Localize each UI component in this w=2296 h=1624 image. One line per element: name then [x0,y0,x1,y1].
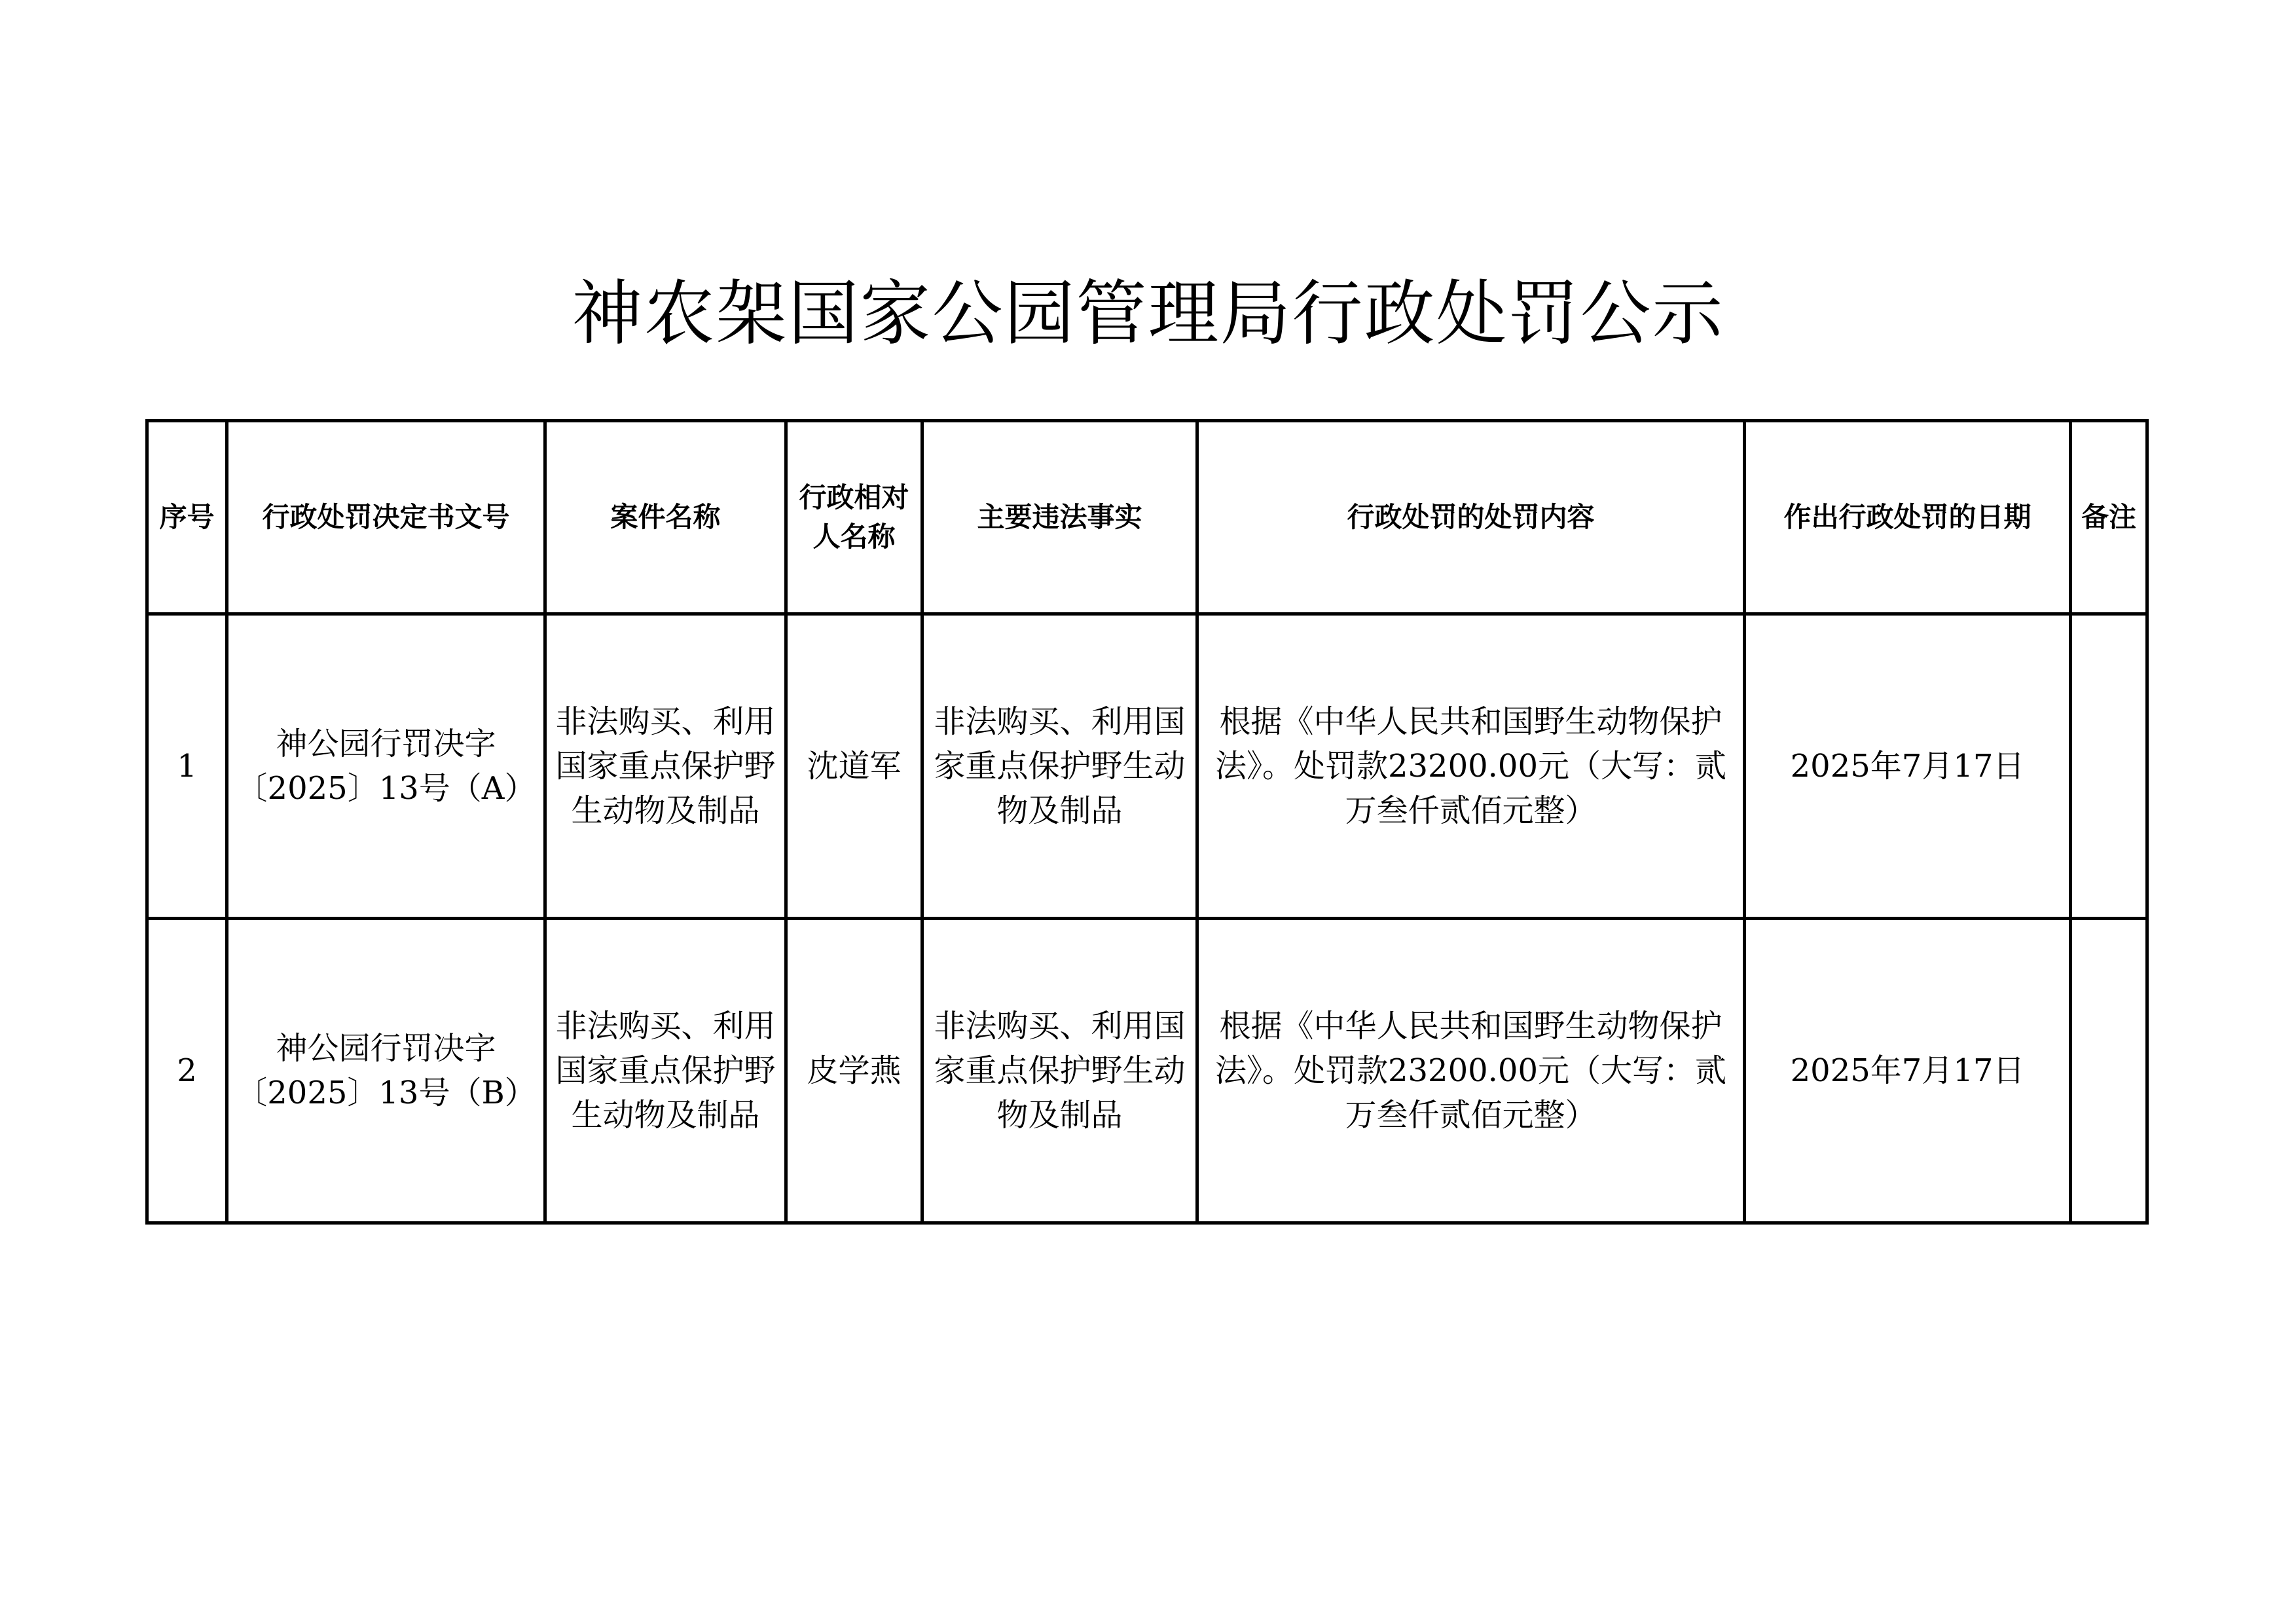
cell-main-facts: 非法购买、利用国家重点保护野生动物及制品 [922,919,1197,1223]
header-main-facts-label: 主要违法事实 [977,501,1142,533]
header-decision-date [1745,421,2071,614]
header-case-name-label: 案件名称 [610,501,721,533]
header-index [147,421,227,614]
header-party-name [786,421,922,614]
header-party-name-line2: 人名称 [812,521,896,553]
cell-main-facts: 非法购买、利用国家重点保护野生动物及制品 [922,614,1197,919]
header-main-facts [922,421,1197,614]
header-decision-doc-no [227,421,545,614]
header-index-label: 序号 [159,501,215,533]
header-penalty-content-label: 行政处罚的处罚内容 [1347,501,1595,533]
cell-remarks [2071,919,2147,1223]
header-decision-doc-no-label: 行政处罚决定书文号 [262,501,510,533]
page-title: 神农架国家公园管理局行政处罚公示 [572,273,1724,355]
cell-party-name: 皮学燕 [786,919,922,1223]
cell-decision-date: 2025年7月17日 [1745,919,2071,1223]
cell-decision-doc-no: 神公园行罚决字〔2025〕13号（A） [227,614,545,919]
cell-case-name: 非法购买、利用国家重点保护野生动物及制品 [545,614,786,919]
cell-decision-doc-no: 神公园行罚决字〔2025〕13号（B） [227,919,545,1223]
table-header-row [147,421,2147,614]
cell-penalty-content: 根据《中华人民共和国野生动物保护法》。处罚款23200.00元（大写：贰万叁仟贰佰元整） [1197,919,1745,1223]
table-row [147,919,2147,1223]
header-case-name [545,421,786,614]
header-remarks [2071,421,2147,614]
header-party-name-line1: 行政相对 [799,481,909,513]
header-penalty-content [1197,421,1745,614]
header-decision-date-label: 作出行政处罚的日期 [1783,501,2032,533]
header-remarks-label: 备注 [2081,501,2136,533]
cell-index: 2 [147,919,227,1223]
cell-index: 1 [147,614,227,919]
cell-party-name: 沈道军 [786,614,922,919]
penalty-table [145,419,2149,1225]
table-row [147,614,2147,919]
cell-penalty-content: 根据《中华人民共和国野生动物保护法》。处罚款23200.00元（大写：贰万叁仟贰佰元整） [1197,614,1745,919]
cell-decision-date: 2025年7月17日 [1745,614,2071,919]
cell-remarks [2071,614,2147,919]
cell-case-name: 非法购买、利用国家重点保护野生动物及制品 [545,919,786,1223]
